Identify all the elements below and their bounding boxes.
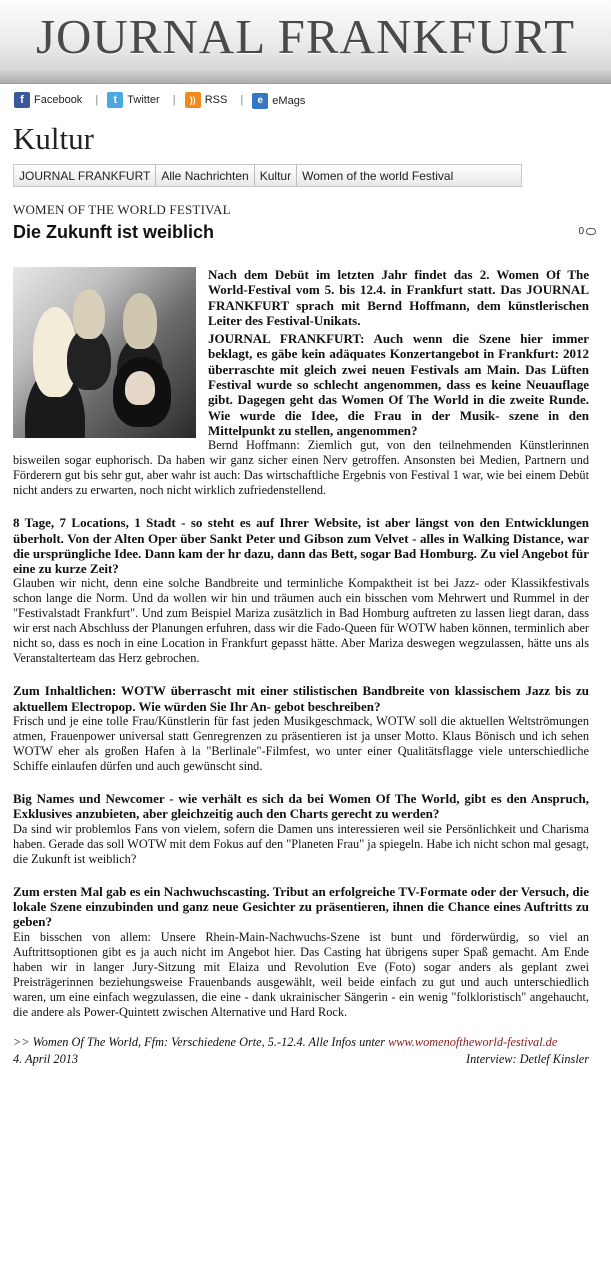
rss-label: RSS xyxy=(204,94,228,106)
separator: | xyxy=(240,94,244,106)
event-info-text: >> Women Of The World, Ffm: Verschiedene Orte, 5.-12.4. Alle Infos unter xyxy=(13,1034,386,1049)
comments-link[interactable] xyxy=(578,226,596,237)
emags-label: eMags xyxy=(272,95,306,107)
rss-icon: )) xyxy=(185,92,201,108)
interview-question: Zum Inhaltlichen: WOTW überrascht mit einer stilistischen Bandbreite von klassischem Jazz bis zu aktuellem Electropop. Wie würden Sie Ihr An- gebot beschreiben? xyxy=(13,683,589,714)
rss-link[interactable] xyxy=(185,92,228,108)
article-kicker: WOMEN OF THE WORLD FESTIVAL xyxy=(13,202,231,217)
separator: | xyxy=(172,94,176,106)
interview-question: JOURNAL FRANKFURT: Auch wenn die Szene hier immer beklagt, es gäbe kein adäquates Konzertangebot in Frankfurt: 2012 überraschte mit gleich zwei neuen Festivals am Main. Das Lüften Festival wurde so schlecht angenommen, dass es keine Neuauflage gibt. Dagegen geht das Women Of The World in die zweite Runde. Wie wurde die Idee, die Frau in der Musik- szene in den Mittelpunkt zu stellen, angenommen? xyxy=(208,331,589,438)
interview-answer: Bernd Hoffmann: Ziemlich gut, von den teilnehmenden Künstlerinnen bisweilen sogar euphorisch. Da haben wir ganz sicher einen Nerv getroffen. Ansonsten bei Medien, Partnern und Förderern gut bis sehr gut, aber wahr ist auch: Das wirtschaftliche Ergebnis von Festival 1 war, wie bei einem Debüt nicht anders zu erwarten, noch nicht wirklich zufriedenstellend. xyxy=(13,438,589,498)
separator: | xyxy=(95,94,99,106)
interview-answer: Glauben wir nicht, denn eine solche Bandbreite und terminliche Kompaktheit ist bei Jazz- oder Klassikfestivals schon lange die Norm. Und da wollen wir hin und träumen auch ein bisschen vom Mehrwert und Rummel in der "Festivalstadt Frankfurt". Und zum Beispiel Mariza zusätzlich in Bad Homburg auftreten zu lassen liegt daran, dass wir erst nach Abschluss der Planungen erfuhren, dass wir die Fado-Queen für WOTW haben können, terminlich aber nicht so, dass es noch in eine Location in Frankfurt gepasst hätte. Aber Mariza deswegen wegzulassen, hätte uns als Veranstalterteam das Herz gebrochen. xyxy=(13,576,589,666)
article-meta xyxy=(13,1052,589,1067)
interview-question: 8 Tage, 7 Locations, 1 Stadt - so steht es auf Ihrer Website, ist aber längst von den Entwicklungen überholt. Von der Alten Oper über Sankt Peter und Gibson zum Velvet - alles in Walking Distance, war die ursprüngliche Idee. Dann kam der hr dazu, dann das Bett, sogar Bad Homburg. Zu viel Angebot für eine zu kurze Zeit? xyxy=(13,515,589,577)
event-info xyxy=(13,1035,589,1050)
article-headline: Die Zukunft ist weiblich xyxy=(13,222,215,242)
article-lede: Nach dem Debüt im letzten Jahr findet das 2. Women Of The World-Festival vom 5. bis 12.4. in Frankfurt statt. Das JOURNAL FRANKFURT sprach mit Bernd Hoffmann, dem künstlerischen Leiter des Festival-Unikats. xyxy=(208,267,589,328)
festival-website-link[interactable]: www.womenoftheworld-festival.de xyxy=(388,1034,558,1049)
headline-row xyxy=(13,220,598,244)
article-date: 4. April 2013 xyxy=(13,1051,79,1066)
interview-answer: Da sind wir problemlos Fans von vielem, sofern die Damen uns interessieren weil sie Persönlichkeit und Charisma haben. Gerade das soll WOTW mit dem Fokus auf den "Planeten Frau" ja spiegeln. Habe ich nicht schon mal gesagt, die Zukunft ist weiblich? xyxy=(13,821,589,866)
page-title: Kultur xyxy=(13,121,94,156)
breadcrumb-news[interactable]: Alle Nachrichten xyxy=(156,165,254,186)
twitter-link[interactable] xyxy=(107,92,159,108)
breadcrumb xyxy=(13,164,522,187)
facebook-link[interactable] xyxy=(14,92,82,108)
article-photo[interactable] xyxy=(13,267,196,438)
comment-count: 0 xyxy=(578,226,584,237)
article-byline: Interview: Detlef Kinsler xyxy=(466,1051,589,1066)
twitter-icon: t xyxy=(107,92,123,108)
comment-icon xyxy=(586,228,596,235)
emags-link[interactable] xyxy=(252,93,305,109)
breadcrumb-current[interactable]: Women of the world Festival xyxy=(302,168,454,183)
facebook-icon: f xyxy=(14,92,30,108)
twitter-label: Twitter xyxy=(127,94,160,106)
breadcrumb-kultur[interactable]: Kultur xyxy=(255,165,297,186)
masthead xyxy=(0,0,611,84)
article-body xyxy=(13,267,589,1067)
masthead-band xyxy=(0,70,611,84)
interview-answer: Frisch und je eine tolle Frau/Künstlerin für fast jeden Musikgeschmack, WOTW soll die aktuellen Weltströmungen atmen, Frauenpower universal statt Genregrenzen zu präsentieren ist ja unser Motto. Klaus Bönisch und ich sehen WOTW eher als großen Hafen à la "Berlinale"-Filmfest, wo unter einer Qualitätsflagge viele unterschiedliche Schiffe einlaufen dürfen und auch gewünscht sind. xyxy=(13,714,589,774)
interview-question: Zum ersten Mal gab es ein Nachwuchscasting. Tribut an erfolgreiche TV-Formate oder der Versuch, die lokale Szene einzubinden und ganz neue Gesichter zu präsentieren, ihnen die Chance eines Auftritts zu geben? xyxy=(13,883,589,930)
facebook-label: Facebook xyxy=(34,94,83,106)
site-logo[interactable]: JOURNAL FRANKFURT xyxy=(35,9,576,64)
social-bar xyxy=(0,84,611,118)
emags-icon: e xyxy=(252,93,268,109)
interview-answer: Ein bisschen von allem: Unsere Rhein-Main-Nachwuchs-Szene ist bunt und förderwürdig, so viel an Auftrittsoptionen gibt es ja auch nicht im Angebot hier. Das Casting hat übrigens super Spaß gemacht. Am Ende haben wir in langer Jury-Sitzung mit Elaiza und Revolution Eve (Foto) sogar anders als geplant zwei Preisträgerinnen beziehungsweise Frauenbands ausgewählt, weil beide einfach zu gut und auch unterschiedlich waren, um eine einfach wegzulassen, die eine - dank ukrainischer Sängerin - ein wenig "folkloristisch" angehaucht, die andere als Power-Quintett zwischen Alternative und Hard Rock. xyxy=(13,929,589,1019)
breadcrumb-home[interactable]: JOURNAL FRANKFURT xyxy=(14,165,156,186)
interview-question: Big Names und Newcomer - wie verhält es sich da bei Women Of The World, gibt es den Anspruch, Exklusives anzubieten, aber gleichzeitig auch den Charts gerecht zu werden? xyxy=(13,791,589,822)
